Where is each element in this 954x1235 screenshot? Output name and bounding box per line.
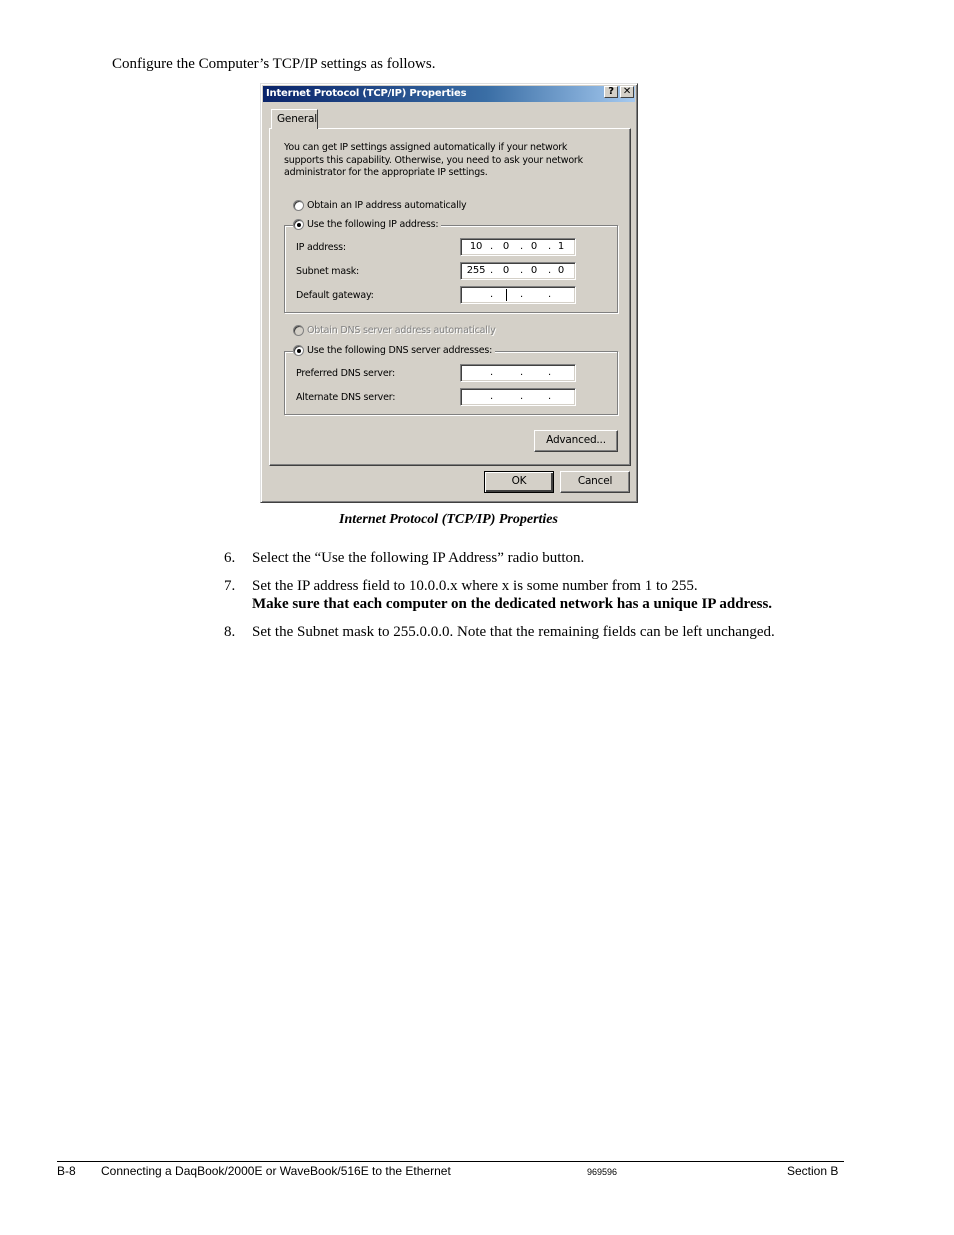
obtain-ip-auto-option[interactable] bbox=[293, 200, 469, 211]
default-gateway-field[interactable] bbox=[460, 286, 576, 304]
subnet-mask-label: Subnet mask: bbox=[296, 266, 360, 277]
ip-address-field[interactable] bbox=[460, 238, 576, 256]
footer-page-number: B-8 bbox=[57, 1164, 76, 1178]
use-dns-option[interactable] bbox=[293, 345, 495, 356]
subnet-octet-4: 0 bbox=[557, 265, 565, 276]
intro-text: Configure the Computer’s TCP/IP settings as follows. bbox=[112, 56, 436, 72]
subnet-dot-2: . bbox=[520, 265, 523, 276]
footer-section: Section B bbox=[787, 1164, 839, 1178]
subnet-dot-3: . bbox=[548, 265, 551, 276]
general-tab-panel bbox=[269, 128, 631, 466]
adns-dot-2: . bbox=[520, 391, 523, 402]
ok-button[interactable]: OK bbox=[484, 471, 554, 493]
subnet-mask-field[interactable] bbox=[460, 262, 576, 280]
pdns-dot-3: . bbox=[548, 367, 551, 378]
subnet-octet-2: 0 bbox=[502, 265, 510, 276]
ip-octet-4: 1 bbox=[557, 241, 565, 252]
obtain-dns-auto-option bbox=[293, 325, 499, 336]
subnet-octet-1: 255 bbox=[466, 265, 486, 276]
subnet-octet-3: 0 bbox=[530, 265, 538, 276]
figure-caption: Internet Protocol (TCP/IP) Properties bbox=[339, 512, 558, 527]
description-text: You can get IP settings assigned automatically if your network supports this capability. Otherwise, you need to ask your network administrator for the appropriate IP settings. bbox=[284, 142, 583, 178]
ip-dot-3: . bbox=[548, 241, 551, 252]
ip-octet-2: 0 bbox=[502, 241, 510, 252]
gateway-dot-2: . bbox=[520, 289, 523, 300]
step-text: Set the IP address field to 10.0.0.x where x is some number from 1 to 255. bbox=[252, 578, 698, 594]
step-text: Select the “Use the following IP Address” radio button. bbox=[252, 550, 585, 566]
obtain-ip-label: Obtain an IP address automatically bbox=[307, 200, 467, 211]
help-button[interactable]: ? bbox=[604, 86, 618, 98]
preferred-dns-field[interactable] bbox=[460, 364, 576, 382]
preferred-dns-label: Preferred DNS server: bbox=[296, 368, 396, 379]
alternate-dns-label: Alternate DNS server: bbox=[296, 392, 396, 403]
step-number: 8. bbox=[224, 624, 236, 640]
step-item bbox=[224, 623, 844, 641]
pdns-dot-2: . bbox=[520, 367, 523, 378]
obtain-ip-radio[interactable] bbox=[293, 200, 304, 211]
subnet-dot-1: . bbox=[490, 265, 493, 276]
tab-general[interactable]: General bbox=[271, 109, 318, 129]
pdns-dot-1: . bbox=[490, 367, 493, 378]
alternate-dns-field[interactable] bbox=[460, 388, 576, 406]
close-button[interactable]: ✕ bbox=[620, 86, 634, 98]
tcpip-properties-dialog bbox=[260, 83, 638, 503]
footer-title: Connecting a DaqBook/2000E or WaveBook/516E to the Ethernet bbox=[101, 1164, 451, 1178]
default-gateway-label: Default gateway: bbox=[296, 290, 374, 301]
step-number: 6. bbox=[224, 550, 236, 566]
instruction-steps bbox=[224, 549, 844, 651]
dns-server-group bbox=[284, 351, 618, 415]
use-ip-radio[interactable] bbox=[293, 219, 304, 230]
footer-doc-number: 969596 bbox=[587, 1167, 618, 1177]
ip-octet-1: 10 bbox=[469, 241, 483, 252]
use-ip-option[interactable] bbox=[293, 219, 441, 230]
step-item bbox=[224, 549, 844, 567]
ip-dot-2: . bbox=[520, 241, 523, 252]
obtain-dns-label: Obtain DNS server address automatically bbox=[307, 325, 496, 336]
step-note: Make sure that each computer on the dedicated network has a unique IP address. bbox=[252, 596, 773, 612]
advanced-button[interactable]: Advanced... bbox=[534, 430, 618, 452]
cancel-button[interactable]: Cancel bbox=[560, 471, 630, 493]
gateway-dot-1: . bbox=[490, 289, 493, 300]
step-text: Set the Subnet mask to 255.0.0.0. Note that the remaining fields can be left unchanged. bbox=[252, 624, 775, 640]
text-cursor bbox=[506, 289, 507, 301]
use-dns-radio[interactable] bbox=[293, 345, 304, 356]
step-number: 7. bbox=[224, 578, 236, 594]
obtain-dns-radio bbox=[293, 325, 304, 336]
ip-address-group bbox=[284, 225, 618, 313]
use-ip-label: Use the following IP address: bbox=[307, 219, 439, 230]
gateway-dot-3: . bbox=[548, 289, 551, 300]
adns-dot-3: . bbox=[548, 391, 551, 402]
footer-rule bbox=[57, 1161, 844, 1162]
adns-dot-1: . bbox=[490, 391, 493, 402]
use-dns-label: Use the following DNS server addresses: bbox=[307, 345, 493, 356]
ip-octet-3: 0 bbox=[530, 241, 538, 252]
ip-dot-1: . bbox=[490, 241, 493, 252]
ip-address-label: IP address: bbox=[296, 242, 346, 253]
step-item bbox=[224, 577, 844, 613]
dialog-title: Internet Protocol (TCP/IP) Properties bbox=[263, 86, 635, 102]
